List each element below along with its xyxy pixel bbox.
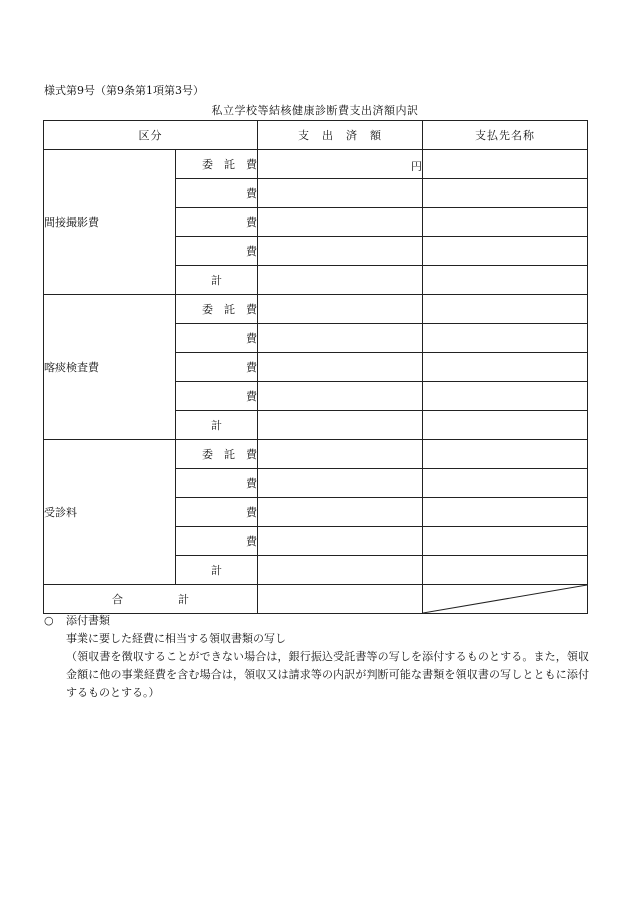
subcategory-label: 費: [176, 469, 258, 498]
subcategory-label: 費: [176, 382, 258, 411]
table-row: [44, 440, 588, 469]
amount-cell[interactable]: [258, 498, 423, 527]
payee-cell[interactable]: [423, 295, 588, 324]
notes-paragraph: （領収書を徴収することができない場合は，銀行振込受託書等の写しを添付するものとする。また，領収金額に他の事業経費を含む場合は，領収又は請求等の内訳が判断可能な書類を領収書の写しとともに添付するものとする。）: [66, 650, 589, 699]
amount-cell[interactable]: [258, 382, 423, 411]
expense-table: [43, 120, 588, 614]
notes-line: 事業に要した経費に相当する領収書類の写し: [66, 632, 286, 645]
subcategory-label: 費: [176, 237, 258, 266]
diagonal-strike: [423, 585, 587, 613]
subcategory-label: 費: [176, 324, 258, 353]
subtotal-label: 計: [176, 411, 258, 440]
subcategory-label: 費: [176, 208, 258, 237]
payee-cell[interactable]: [423, 498, 588, 527]
payee-cell[interactable]: [423, 150, 588, 179]
subcategory-label: 費: [176, 353, 258, 382]
amount-cell[interactable]: [258, 266, 423, 295]
subcategory-label: 委 託 費: [176, 150, 258, 179]
section-name: 喀痰検査費: [44, 295, 176, 440]
amount-cell[interactable]: [258, 527, 423, 556]
subcategory-label: 費: [176, 527, 258, 556]
payee-cell[interactable]: [423, 469, 588, 498]
grand-total-row: [44, 585, 588, 614]
crossed-out-cell: [423, 585, 588, 614]
payee-cell[interactable]: [423, 179, 588, 208]
subcategory-label: 委 託 費: [176, 440, 258, 469]
payee-cell[interactable]: [423, 440, 588, 469]
header-amount: 支 出 済 額: [258, 121, 423, 150]
grand-total-amount-cell[interactable]: [258, 585, 423, 614]
header-payee: 支払先名称: [423, 121, 588, 150]
payee-cell[interactable]: [423, 556, 588, 585]
subtotal-label: 計: [176, 266, 258, 295]
payee-cell[interactable]: [423, 527, 588, 556]
document-title: 私立学校等結核健康診断費支出済額内訳: [211, 104, 419, 117]
payee-cell[interactable]: [423, 237, 588, 266]
header-category: 区分: [44, 121, 258, 150]
payee-cell[interactable]: [423, 353, 588, 382]
form-number: 様式第9号（第9条第1項第3号）: [44, 84, 204, 97]
payee-cell[interactable]: [423, 324, 588, 353]
payee-cell[interactable]: [423, 411, 588, 440]
amount-cell[interactable]: [258, 150, 423, 179]
amount-cell[interactable]: [258, 295, 423, 324]
circle-bullet-icon: ○: [44, 614, 54, 627]
section-name: 間接撮影費: [44, 150, 176, 295]
table-row: [44, 295, 588, 324]
subtotal-label: 計: [176, 556, 258, 585]
table-row: [44, 150, 588, 179]
amount-cell[interactable]: [258, 469, 423, 498]
subcategory-label: 委 託 費: [176, 295, 258, 324]
notes-heading: 添付書類: [66, 614, 110, 627]
header-row: [44, 121, 588, 150]
amount-cell[interactable]: [258, 440, 423, 469]
section-name: 受診料: [44, 440, 176, 585]
amount-cell[interactable]: [258, 208, 423, 237]
amount-cell[interactable]: [258, 237, 423, 266]
amount-cell[interactable]: [258, 556, 423, 585]
grand-total-label: 合 計: [44, 585, 258, 614]
amount-cell[interactable]: [258, 324, 423, 353]
payee-cell[interactable]: [423, 208, 588, 237]
payee-cell[interactable]: [423, 382, 588, 411]
unit-label: 円: [411, 160, 422, 173]
amount-cell[interactable]: [258, 179, 423, 208]
amount-cell[interactable]: [258, 411, 423, 440]
subcategory-label: 費: [176, 498, 258, 527]
payee-cell[interactable]: [423, 266, 588, 295]
attachment-notes: [44, 612, 589, 702]
subcategory-label: 費: [176, 179, 258, 208]
amount-cell[interactable]: [258, 353, 423, 382]
notes-heading-line: [44, 612, 589, 630]
